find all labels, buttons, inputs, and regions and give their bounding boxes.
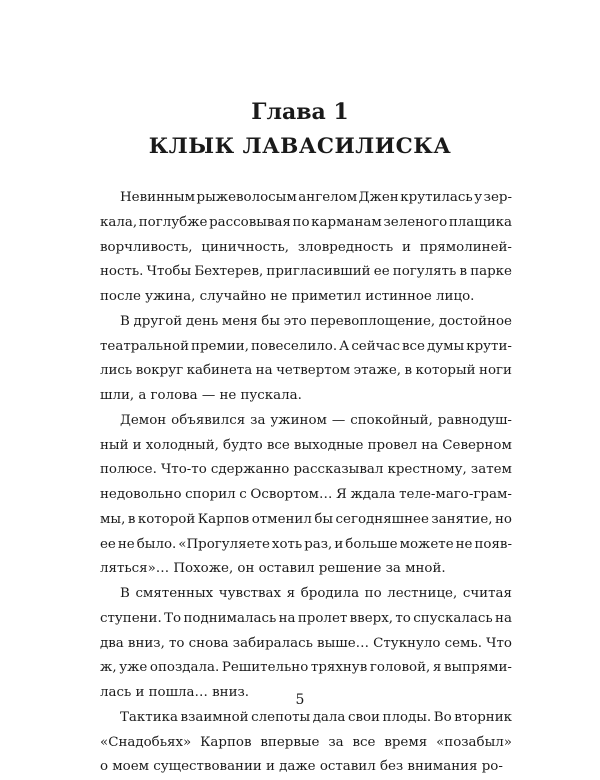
text-line: театральной премии, повеселило. А сейчас все думы крути- bbox=[100, 338, 512, 354]
text-line: «Снадобьях» Карпов впервые за все время «позабыл» bbox=[100, 734, 512, 750]
text-line: два вниз, то снова забиралась выше… Стукнуло семь. Что bbox=[100, 635, 512, 651]
text-line: ворчливость, циничность, зловредность и прямолиней- bbox=[100, 239, 512, 255]
text-line: ный и холодный, будто все выходные провел на Северном bbox=[100, 437, 512, 453]
paragraph bbox=[100, 310, 512, 409]
text-line: полюсе. Что-то сдержанно рассказывал крестному, затем bbox=[100, 462, 512, 478]
text-line: после ужина, случайно не приметил истинное лицо. bbox=[100, 289, 475, 304]
text-line: ступени. То поднималась на пролет вверх, то спускалась на bbox=[100, 610, 512, 626]
paragraph bbox=[100, 582, 512, 706]
paragraph bbox=[100, 706, 512, 780]
text-line: Невинным рыжеволосым ангелом Джен крутилась у зер- bbox=[120, 190, 512, 205]
text-line: мы, в которой Карпов отменил бы сегодняшнее занятие, но bbox=[100, 511, 512, 527]
chapter-title: КЛЫК ЛАВАСИЛИСКА bbox=[148, 134, 452, 159]
text-line: лась и пошла… вниз. bbox=[100, 685, 250, 700]
text-line: ж, уже опоздала. Решительно тряхнув головой, я выпрями- bbox=[100, 660, 512, 676]
text-line: ность. Чтобы Бехтерев, пригласивший ее погулять в парке bbox=[100, 264, 512, 280]
text-line: Демон объявился за ужином — спокойный, равнодуш- bbox=[120, 412, 512, 428]
text-line: лись вокруг кабинета на четвертом этаже, в который ноги bbox=[100, 363, 512, 379]
chapter-heading bbox=[0, 98, 600, 162]
paragraph bbox=[100, 409, 512, 582]
page-number: 5 bbox=[295, 692, 305, 708]
text-line: ляться»… Похоже, он оставил решение за мной. bbox=[100, 561, 446, 577]
text-line: Тактика взаимной слепоты дала свои плоды. Во вторник bbox=[120, 709, 512, 725]
text-line: о моем существовании и даже оставил без внимания ро- bbox=[100, 759, 503, 775]
paragraph bbox=[100, 186, 512, 310]
chapter-number: Глава 1 bbox=[251, 99, 349, 125]
text-line: В другой день меня бы это перевоплощение, достойное bbox=[120, 313, 512, 329]
text-line: кала, поглубже рассовывая по карманам зеленого плащика bbox=[100, 214, 512, 230]
text-line: ее не было. «Прогуляете хоть раз, и больше можете не появ- bbox=[100, 536, 512, 552]
text-line: недовольно спорил с Освортом… Я ждала теле-маго-грам- bbox=[100, 487, 512, 502]
text-line: В смятенных чувствах я бродила по лестнице, считая bbox=[120, 586, 512, 601]
text-line: шли, а голова — не пускала. bbox=[100, 388, 302, 403]
